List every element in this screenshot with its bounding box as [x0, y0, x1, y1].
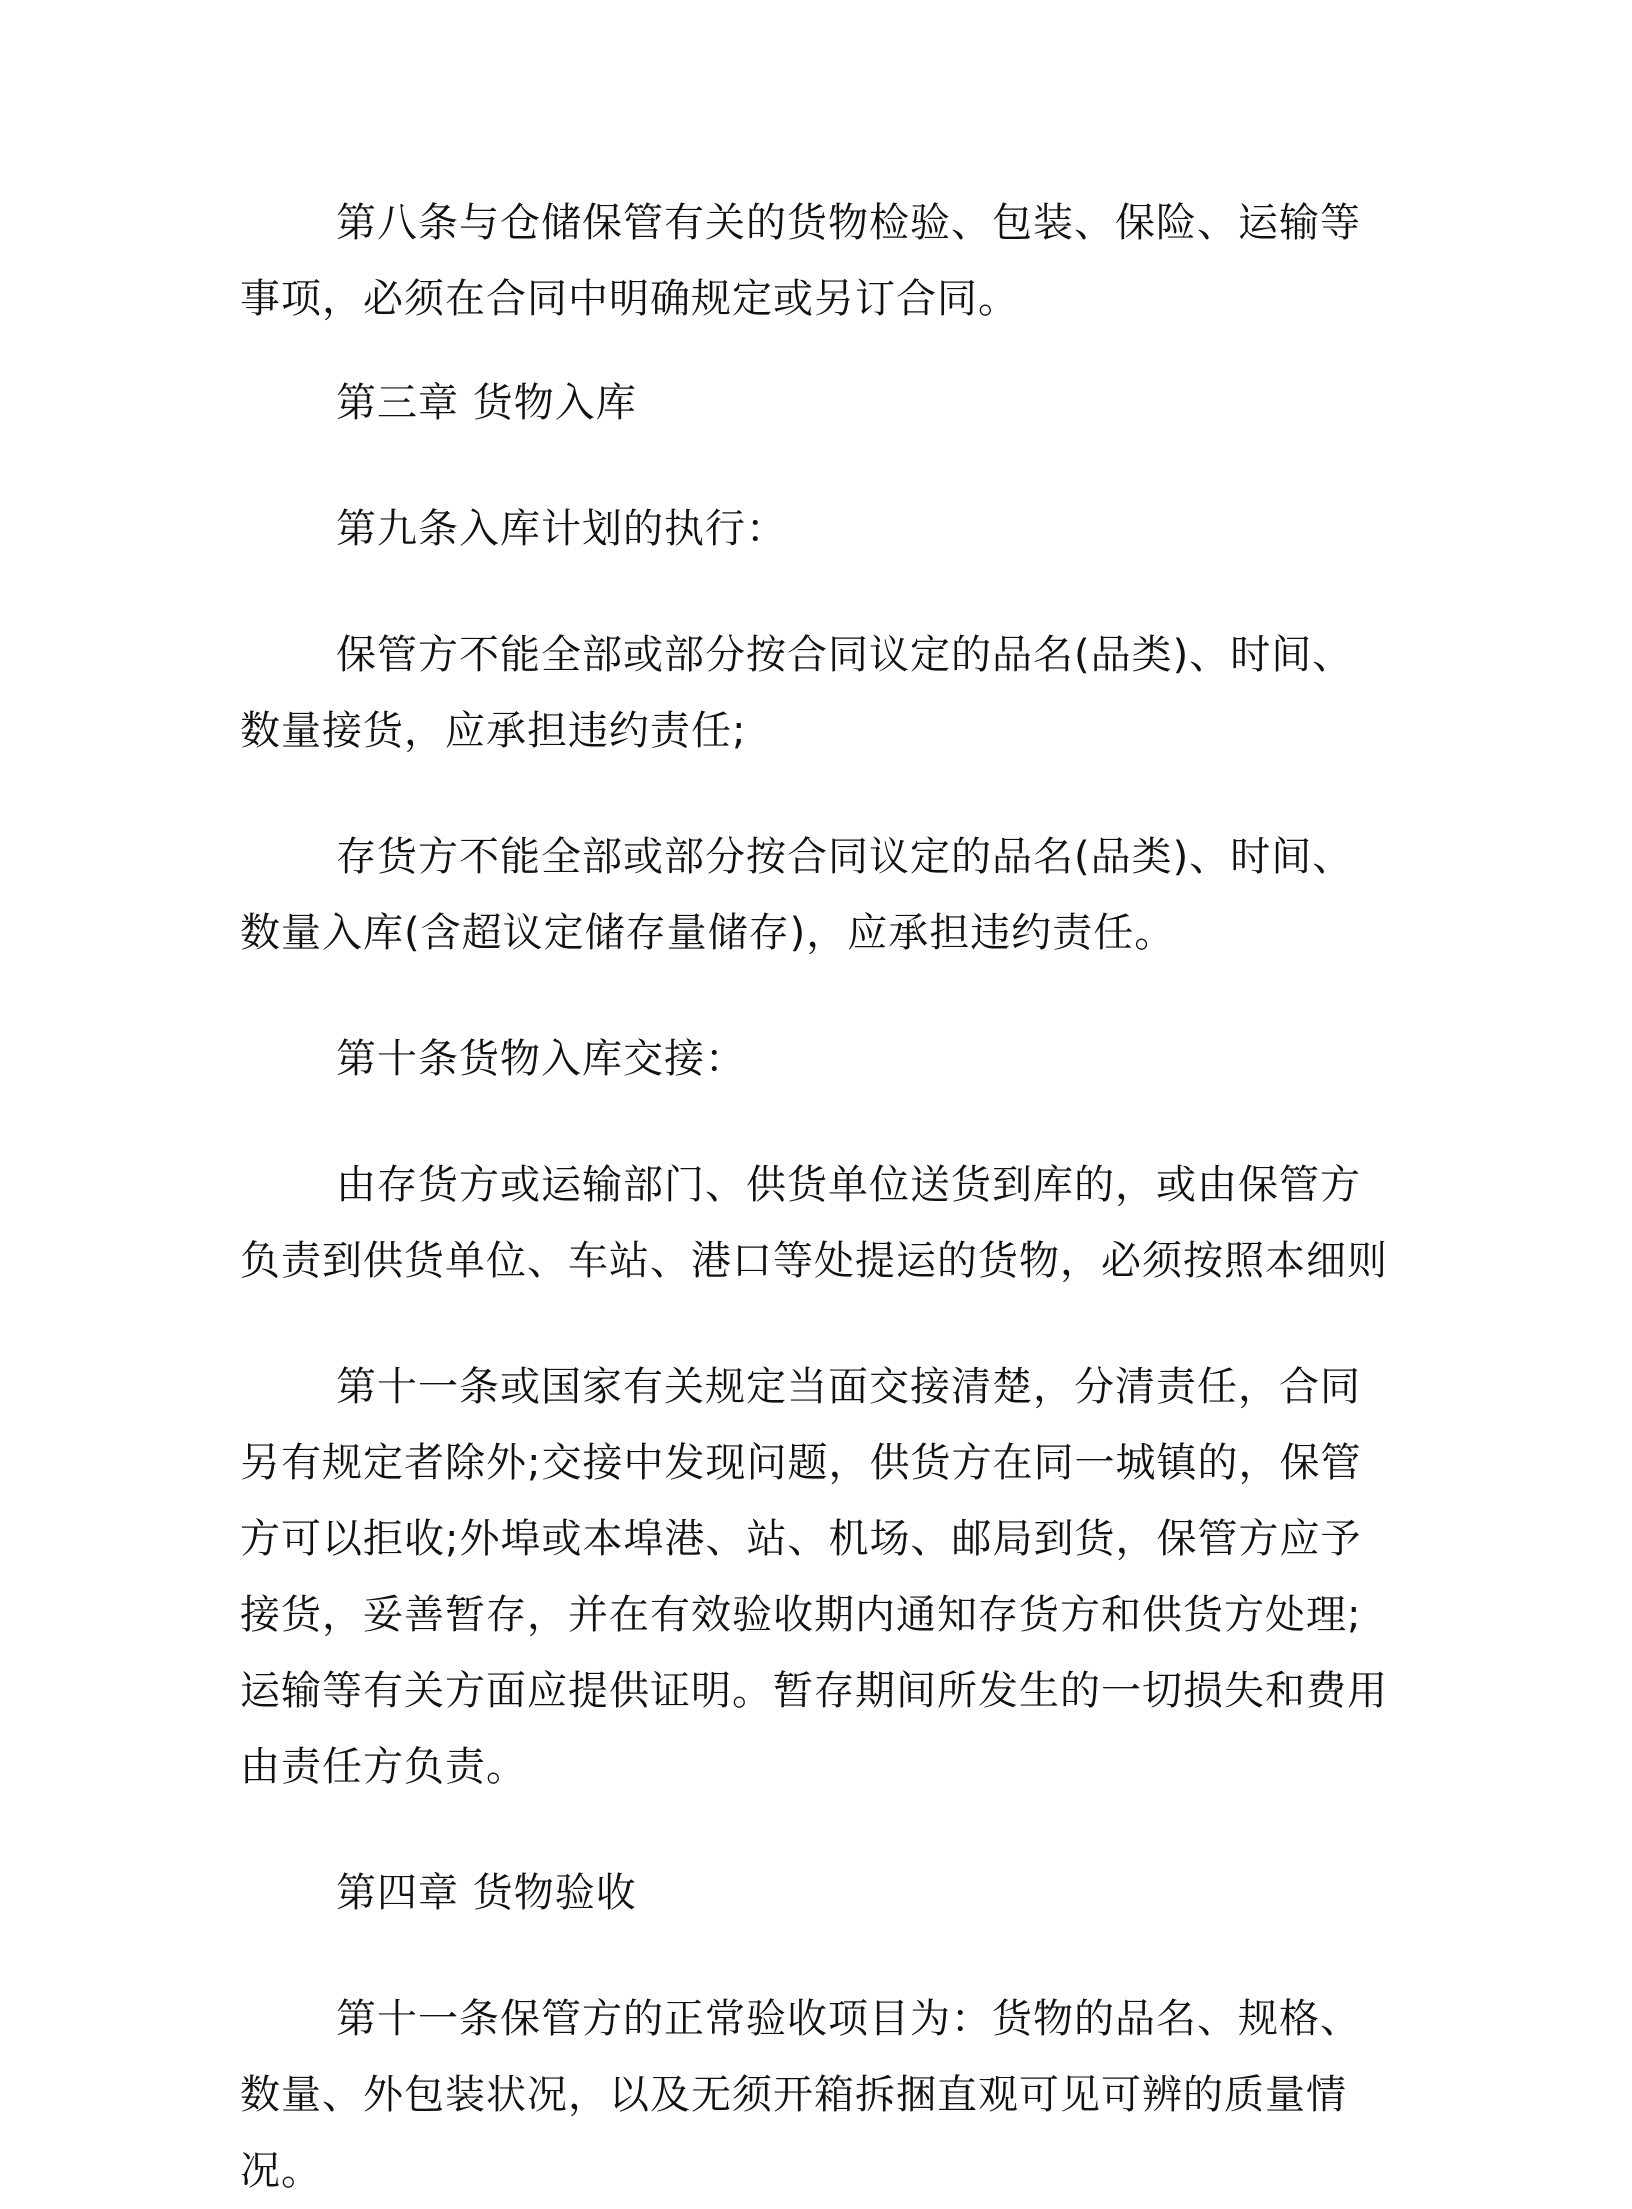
article-9-heading: 第九条入库计划的执行：: [336, 506, 787, 552]
chapter-3-heading: 第三章 货物入库: [336, 380, 637, 426]
paragraph-delivery: 由存货方或运输部门、供货单位送货到库的，或由保管方负责到供货单位、车站、港口等处提运的货物，必须按照本细则: [240, 1162, 1388, 1284]
paragraph-depositor-liability: 存货方不能全部或部分按合同议定的品名(品类)、时间、数量入库(含超议定储存量储存)，应承担违约责任。: [240, 834, 1354, 956]
article-10-heading: 第十条货物入库交接：: [336, 1036, 746, 1082]
chapter-4-heading: 第四章 货物验收: [336, 1870, 637, 1916]
document-body: [240, 185, 1390, 2209]
paragraph-article-11-inspection: 第十一条保管方的正常验收项目为：货物的品名、规格、数量、外包装状况，以及无须开箱拆捆直观可见可辨的质量情况。: [240, 1996, 1361, 2194]
paragraph-keeper-liability: 保管方不能全部或部分按合同议定的品名(品类)、时间、数量接货，应承担违约责任;: [240, 632, 1354, 754]
paragraph-article-11-handover: 第十一条或国家有关规定当面交接清楚，分清责任，合同另有规定者除外;交接中发现问题，供货方在同一城镇的，保管方可以拒收;外埠或本埠港、站、机场、邮局到货，保管方应予接货，妥善暂存，并在有效验收期内通知存货方和供货方处理;运输等有关方面应提供证明。暂存期间所发生的一切损失和费用由责任方负责。: [240, 1364, 1388, 1790]
paragraph-article-8: 第八条与仓储保管有关的货物检验、包装、保险、运输等事项，必须在合同中明确规定或另订合同。: [240, 200, 1361, 322]
